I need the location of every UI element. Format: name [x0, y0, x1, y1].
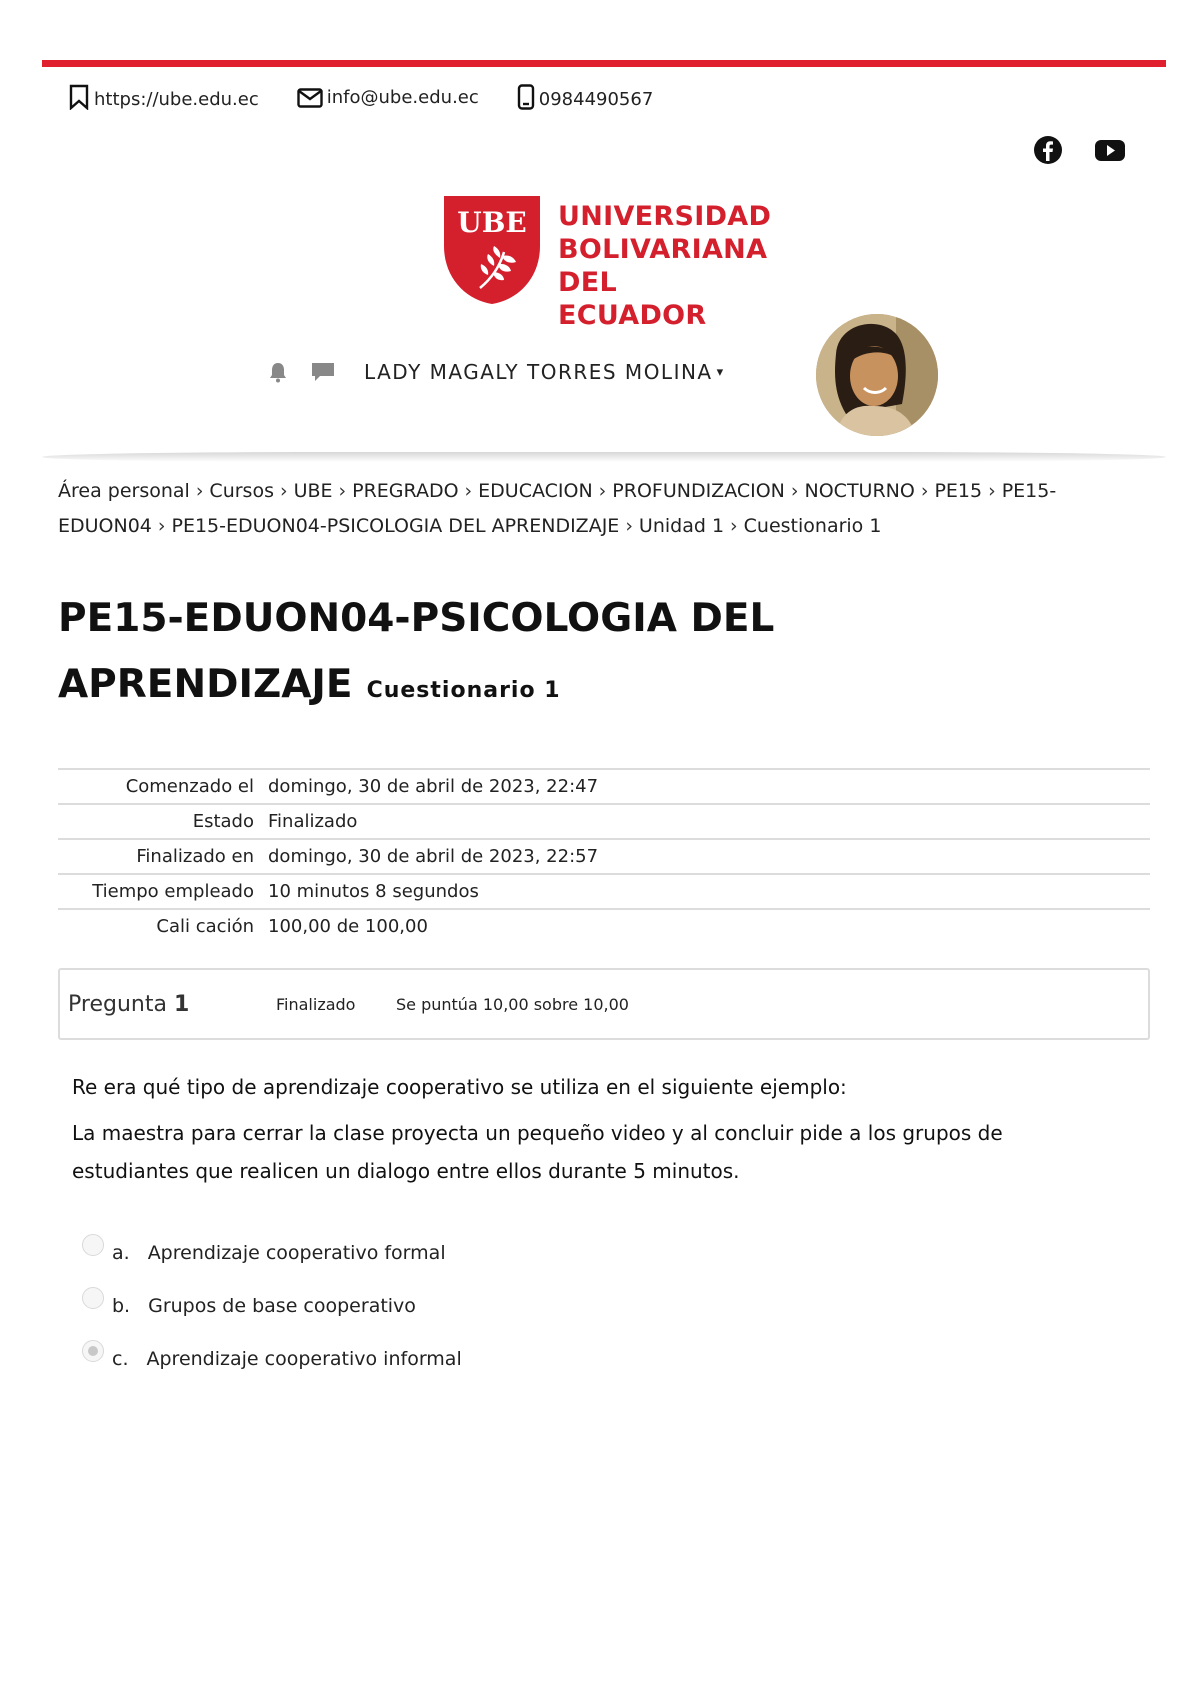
question-state: Finalizado — [276, 994, 356, 1014]
summary-label: Finalizado en — [136, 846, 254, 867]
summary-label: Estado — [192, 811, 254, 832]
answer-option-a[interactable] — [82, 1226, 462, 1279]
chevron-right-icon: › — [790, 480, 799, 502]
answer-text: Aprendizaje cooperativo informal — [146, 1347, 462, 1370]
breadcrumb-item-area-personal[interactable]: Área personal — [58, 480, 190, 502]
user-menu-row — [266, 360, 723, 384]
chevron-right-icon: › — [279, 480, 288, 502]
radio-c[interactable] — [82, 1340, 104, 1362]
answer-option-c[interactable] — [82, 1332, 462, 1385]
summary-value: domingo, 30 de abril de 2023, 22:57 — [268, 846, 599, 867]
website-link[interactable] — [68, 84, 259, 110]
chevron-right-icon: › — [598, 480, 607, 502]
course-title: PE15-EDUON04-PSICOLOGIA DEL APRENDIZAJE — [58, 596, 775, 707]
chevron-right-icon: › — [195, 480, 204, 502]
breadcrumb-item-cursos[interactable]: Cursos — [209, 480, 274, 502]
radio-a[interactable] — [82, 1234, 104, 1256]
answer-options — [82, 1226, 462, 1385]
chevron-right-icon: › — [157, 515, 166, 537]
answer-text: Grupos de base cooperativo — [148, 1294, 416, 1317]
email-text: info@ube.edu.ec — [326, 86, 479, 108]
summary-label: Cali cación — [156, 916, 254, 937]
breadcrumb-item-educacion[interactable]: EDUCACION — [478, 480, 593, 502]
summary-value: 100,00 de 100,00 — [268, 916, 428, 937]
summary-label: Comenzado el — [125, 776, 254, 797]
chevron-right-icon: › — [625, 515, 633, 537]
logo-line-3: DEL ECUADOR — [558, 267, 707, 331]
chevron-right-icon: › — [988, 480, 996, 502]
breadcrumb-item-pregrado[interactable]: PREGRADO — [352, 480, 459, 502]
quiz-subtitle: Cuestionario 1 — [366, 678, 561, 703]
social-links — [1032, 134, 1126, 166]
breadcrumb-item-pe15[interactable]: PE15 — [934, 480, 983, 502]
university-logo[interactable] — [444, 196, 772, 331]
breadcrumb-item-cuestionario: Cuestionario 1 — [743, 515, 882, 537]
chevron-right-icon: › — [920, 480, 929, 502]
question-info-box — [58, 968, 1150, 1040]
breadcrumb-item-profundizacion[interactable]: PROFUNDIZACION — [612, 480, 785, 502]
answer-option-b[interactable] — [82, 1279, 462, 1332]
answer-letter: a. — [112, 1241, 130, 1264]
phone-icon — [517, 84, 535, 110]
summary-row-started — [58, 768, 1150, 803]
summary-value: domingo, 30 de abril de 2023, 22:47 — [268, 776, 599, 797]
avatar[interactable] — [816, 314, 938, 436]
envelope-icon — [297, 88, 323, 108]
website-text: https://ube.edu.ec — [94, 89, 259, 110]
summary-row-finished — [58, 838, 1150, 873]
summary-value: Finalizado — [268, 811, 358, 832]
header-divider — [42, 452, 1166, 462]
bookmark-icon — [68, 84, 90, 110]
summary-row-time — [58, 873, 1150, 908]
breadcrumb-item-course[interactable]: PE15-EDUON04-PSICOLOGIA DEL APRENDIZAJE — [171, 515, 620, 537]
facebook-icon[interactable] — [1032, 134, 1064, 166]
question-prompt: Re era qué tipo de aprendizaje cooperativo se utiliza en el siguiente ejemplo: — [72, 1075, 847, 1099]
question-number — [68, 992, 276, 1017]
breadcrumb-item-nocturno[interactable]: NOCTURNO — [804, 480, 915, 502]
logo-badge-text: UBE — [457, 206, 527, 239]
email-link[interactable] — [297, 87, 479, 108]
logo-line-2: BOLIVARIANA — [558, 234, 768, 265]
breadcrumb-item-ube[interactable]: UBE — [293, 480, 333, 502]
phone-text: 0984490567 — [538, 89, 654, 110]
question-body: La maestra para cerrar la clase proyecta un pequeño video y al concluir pide a los grupos de estudiantes que realicen un dialogo entre ellos durante 5 minutos. — [72, 1121, 1003, 1183]
question-grade: Se puntúa 10,00 sobre 10,00 — [396, 994, 629, 1014]
messages-chat-icon[interactable] — [310, 360, 336, 384]
user-name[interactable]: LADY MAGALY TORRES MOLINA — [364, 360, 713, 384]
youtube-icon[interactable] — [1094, 134, 1126, 166]
answer-letter: c. — [112, 1347, 129, 1370]
breadcrumb-item-pe15-eduon04[interactable]: PE15-EDUON04 — [58, 480, 1057, 537]
breadcrumb-item-unidad[interactable]: Unidad 1 — [638, 515, 725, 537]
phone-link[interactable] — [517, 84, 654, 110]
summary-value: 10 minutos 8 segundos — [268, 881, 479, 902]
question-index: 1 — [173, 991, 190, 1017]
chevron-right-icon: › — [730, 515, 738, 537]
contact-row — [68, 84, 691, 110]
summary-row-grade — [58, 908, 1150, 943]
notifications-bell-icon[interactable] — [266, 360, 290, 384]
radio-b[interactable] — [82, 1287, 104, 1309]
question-text — [72, 1068, 1112, 1198]
summary-label: Tiempo empleado — [92, 881, 254, 902]
page-title — [58, 586, 858, 724]
chevron-right-icon: › — [464, 480, 473, 502]
logo-wordmark — [558, 200, 771, 332]
breadcrumb — [58, 474, 1108, 544]
summary-row-state — [58, 803, 1150, 838]
chevron-right-icon: › — [338, 480, 347, 502]
question-label: Pregunta — [68, 991, 167, 1017]
user-menu-caret-icon[interactable]: ▾ — [716, 364, 724, 380]
answer-text: Aprendizaje cooperativo formal — [147, 1241, 446, 1264]
top-accent-bar — [42, 60, 1166, 67]
attempt-summary-table — [58, 768, 1150, 943]
logo-line-1: UNIVERSIDAD — [558, 201, 772, 232]
answer-letter: b. — [112, 1294, 131, 1317]
